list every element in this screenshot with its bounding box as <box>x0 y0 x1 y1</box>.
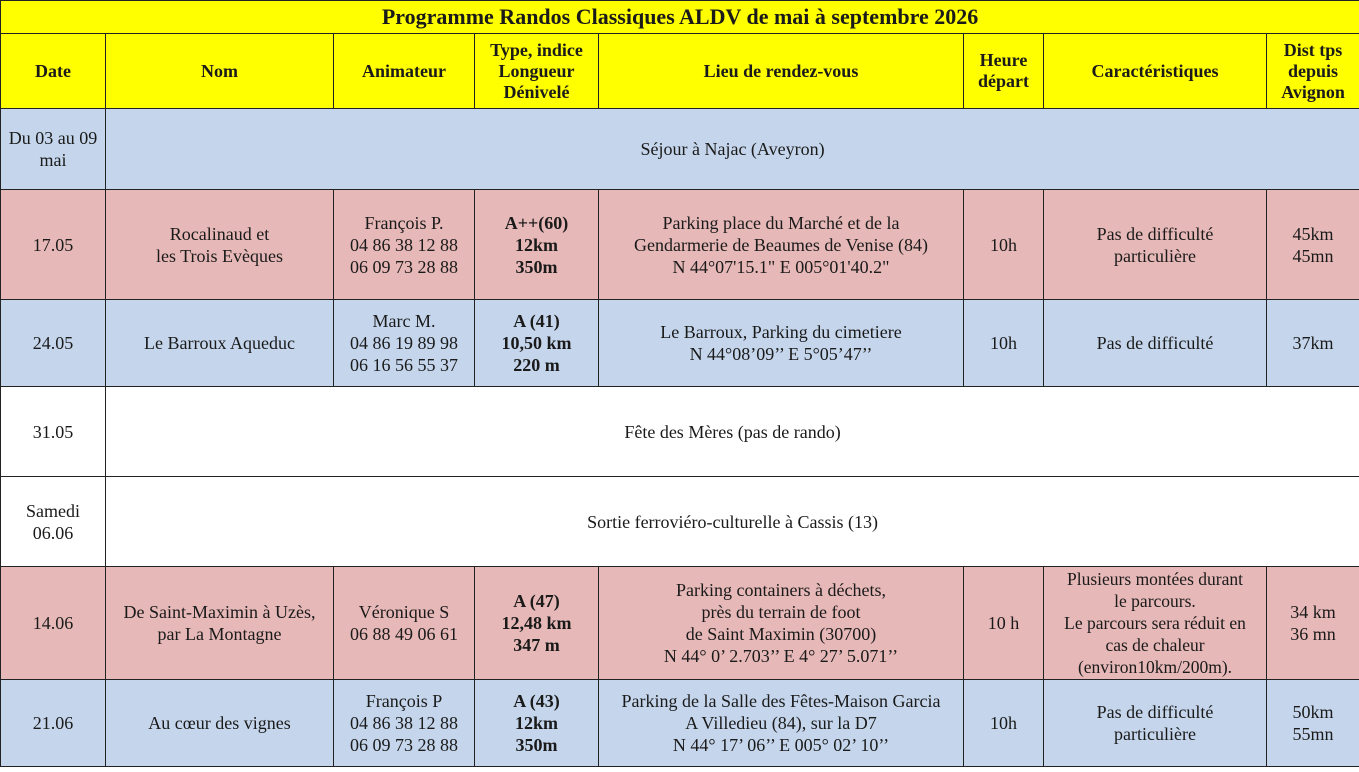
header-type: Type, indice Longueur Dénivelé <box>475 34 599 109</box>
row-nom: Au cœur des vignes <box>106 680 334 767</box>
header-animateur: Animateur <box>334 34 475 109</box>
row-lieu: Parking place du Marché et de la Gendarmerie de Beaumes de Venise (84) N 44°07'15.1" E 005°01'40.2" <box>599 190 964 300</box>
row-type: A (47) 12,48 km 347 m <box>475 567 599 680</box>
table-row <box>1 477 1359 567</box>
row-type: A (43) 12km 350m <box>475 680 599 767</box>
table-row <box>1 387 1359 477</box>
row-date: 17.05 <box>1 190 106 300</box>
title-row <box>1 1 1359 34</box>
table-row <box>1 680 1359 767</box>
row-dist: 50km 55mn <box>1267 680 1359 767</box>
row-date: 31.05 <box>1 387 106 477</box>
header-lieu: Lieu de rendez-vous <box>599 34 964 109</box>
row-lieu: Parking containers à déchets, près du terrain de foot de Saint Maximin (30700) N 44° 0’ 2.703’’ E 4° 27’ 5.071’’ <box>599 567 964 680</box>
event-text: Sortie ferroviéro-culturelle à Cassis (13) <box>106 477 1359 567</box>
header-row <box>1 34 1359 109</box>
row-dist: 37km <box>1267 300 1359 387</box>
row-carac: Pas de difficulté particulière <box>1044 680 1267 767</box>
table-row <box>1 300 1359 387</box>
row-nom: De Saint-Maximin à Uzès, par La Montagne <box>106 567 334 680</box>
row-animateur: Véronique S 06 88 49 06 61 <box>334 567 475 680</box>
row-nom: Rocalinaud et les Trois Evèques <box>106 190 334 300</box>
row-heure: 10 h <box>964 567 1044 680</box>
row-animateur: Marc M. 04 86 19 89 98 06 16 56 55 37 <box>334 300 475 387</box>
row-carac: Pas de difficulté particulière <box>1044 190 1267 300</box>
header-heure: Heure départ <box>964 34 1044 109</box>
row-date: 14.06 <box>1 567 106 680</box>
row-lieu: Parking de la Salle des Fêtes-Maison Garcia A Villedieu (84), sur la D7 N 44° 17’ 06’’ E 005° 02’ 10’’ <box>599 680 964 767</box>
header-dist: Dist tps depuis Avignon <box>1267 34 1359 109</box>
row-date: Du 03 au 09 mai <box>1 109 106 190</box>
row-heure: 10h <box>964 190 1044 300</box>
event-text: Séjour à Najac (Aveyron) <box>106 109 1359 190</box>
row-animateur: François P 04 86 38 12 88 06 09 73 28 88 <box>334 680 475 767</box>
row-carac: Plusieurs montées durant le parcours. Le parcours sera réduit en cas de chaleur (environ10km/200m). <box>1044 567 1267 680</box>
row-date: 24.05 <box>1 300 106 387</box>
row-nom: Le Barroux Aqueduc <box>106 300 334 387</box>
row-lieu: Le Barroux, Parking du cimetiere N 44°08’09’’ E 5°05’47’’ <box>599 300 964 387</box>
header-nom: Nom <box>106 34 334 109</box>
row-dist: 34 km 36 mn <box>1267 567 1359 680</box>
row-date: Samedi 06.06 <box>1 477 106 567</box>
row-carac: Pas de difficulté <box>1044 300 1267 387</box>
table-row <box>1 190 1359 300</box>
row-dist: 45km 45mn <box>1267 190 1359 300</box>
row-animateur: François P. 04 86 38 12 88 06 09 73 28 88 <box>334 190 475 300</box>
row-date: 21.06 <box>1 680 106 767</box>
header-carac: Caractéristiques <box>1044 34 1267 109</box>
header-date: Date <box>1 34 106 109</box>
table-row <box>1 567 1359 680</box>
row-type: A++(60) 12km 350m <box>475 190 599 300</box>
page-title: Programme Randos Classiques ALDV de mai à septembre 2026 <box>1 1 1359 34</box>
table-row <box>1 109 1359 190</box>
row-type: A (41) 10,50 km 220 m <box>475 300 599 387</box>
event-text: Fête des Mères (pas de rando) <box>106 387 1359 477</box>
row-heure: 10h <box>964 300 1044 387</box>
row-heure: 10h <box>964 680 1044 767</box>
